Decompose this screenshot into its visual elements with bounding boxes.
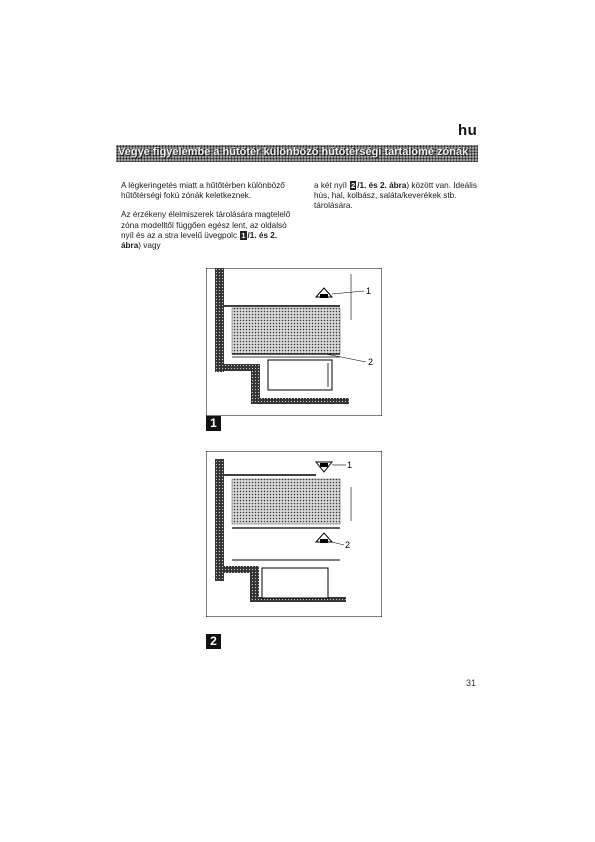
drawer (268, 360, 332, 390)
figure-ref: /1. és 2. ábra (121, 230, 278, 251)
section-title-band (116, 145, 478, 162)
drawer (262, 568, 328, 598)
food-load (232, 479, 340, 524)
figure-number-1: 1 (206, 416, 221, 431)
paragraph-text-end: ) között van. Ideális hús, hal, kolbász, saláta/keverékek stb. tárolására. (314, 181, 477, 211)
text-column-right (314, 181, 489, 212)
callout-label-1: 1 (366, 286, 372, 296)
figure-ref: /1. és 2. ábra (357, 181, 407, 190)
section-title: Vegye figyelembe a hűtőtér különböző hűtőtérségi tartalomé zónák (118, 146, 469, 158)
paragraph-sensitive-food (121, 210, 296, 251)
paragraph-zone-between-arrows (314, 181, 489, 212)
side-wall (215, 459, 224, 581)
figure-1-diagram (206, 268, 382, 416)
figure-ref-marker: 1 (241, 230, 246, 240)
callout-label-2: 2 (345, 540, 351, 550)
language-code: hu (458, 122, 478, 139)
side-wall (215, 268, 224, 372)
lower-wall (250, 566, 259, 602)
text-column-left (121, 181, 296, 251)
figure-ref-marker: 2 (351, 181, 356, 190)
page-number: 31 (466, 678, 477, 688)
paragraph-text-end: ) vagy (138, 241, 161, 251)
floor-wall (251, 398, 349, 404)
figure-number-2: 2 (206, 634, 221, 649)
food-load (232, 308, 340, 354)
paragraph-text: Az érzékeny élelmiszerek tárolására magtelelő zóna modelltől függően egész lent, az oldalsó nyíl és az a stra levelű üvegpolc (121, 210, 291, 240)
figure-2-diagram (206, 451, 382, 617)
callout-label-1: 1 (347, 460, 353, 470)
paragraph-air-circulation: A légkeringetés miatt a hűtőtérben különböző hűtőtérségi fokú zónák keletkeznek. (121, 181, 285, 201)
callout-label-2: 2 (368, 357, 374, 367)
wall-step (224, 566, 252, 573)
paragraph-text: a két nyíl (314, 181, 347, 190)
